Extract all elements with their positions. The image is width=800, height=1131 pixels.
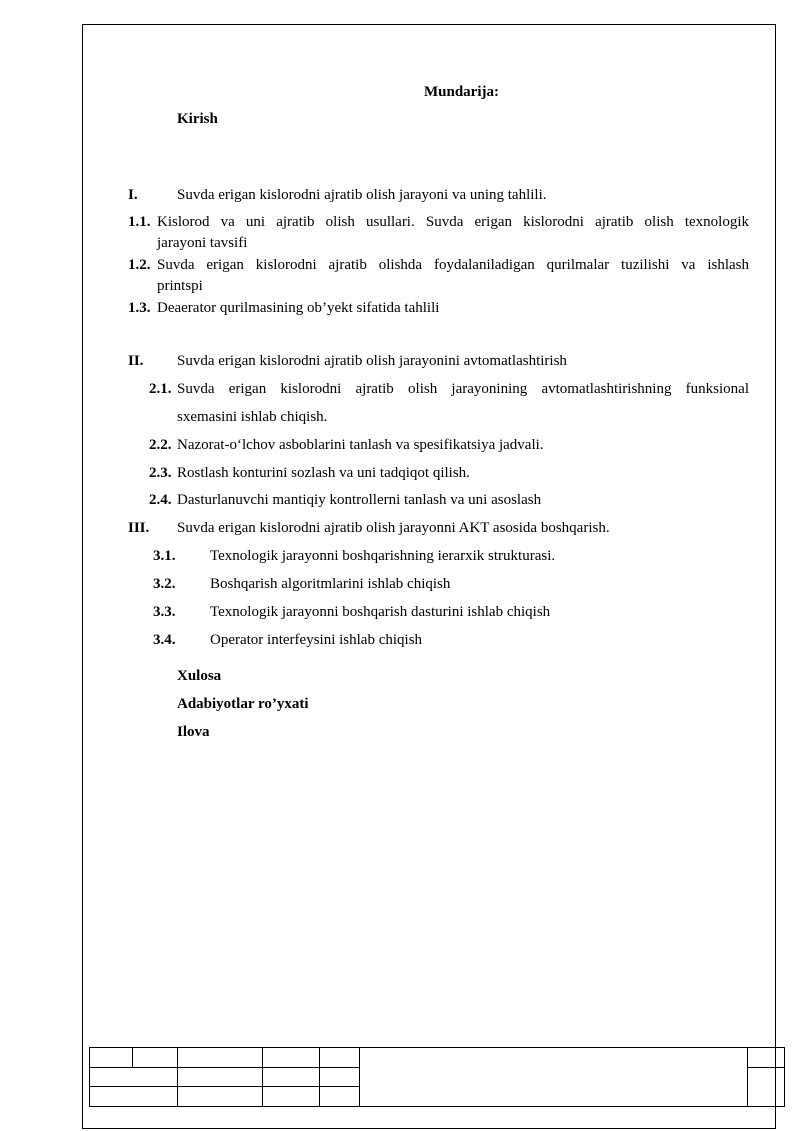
section-2-number: II. (128, 353, 144, 369)
section-1-number: I. (128, 187, 138, 203)
item-2-3-number: 2.3. (149, 465, 172, 481)
item-1-2-text-cont: printspi (157, 278, 203, 294)
item-3-2-text: Boshqarish algoritmlarini ishlab chiqish (210, 576, 451, 592)
item-2-3-text: Rostlash konturini sozlash va uni tadqiqot qilish. (177, 465, 470, 481)
item-3-1-number: 3.1. (153, 548, 176, 564)
item-3-3-number: 3.3. (153, 604, 176, 620)
toc-intro: Kirish (177, 111, 218, 127)
section-3-number: III. (128, 520, 150, 536)
item-3-4-number: 3.4. (153, 632, 176, 648)
item-3-4-text: Operator interfeysini ishlab chiqish (210, 632, 423, 648)
item-3-3-text: Texnologik jarayonni boshqarish dasturini ishlab chiqish (210, 604, 551, 620)
item-1-3-number: 1.3. (128, 300, 151, 316)
toc-references: Adabiyotlar ro’yxati (177, 696, 309, 712)
item-2-4-text: Dasturlanuvchi mantiqiy kontrollerni tanlash va uni asoslash (177, 492, 542, 508)
item-2-1-number: 2.1. (149, 381, 172, 397)
toc-appendix: Ilova (177, 724, 210, 740)
item-1-1-number: 1.1. (128, 214, 151, 230)
item-3-1-text: Texnologik jarayonni boshqarishning ierarxik strukturasi. (210, 548, 556, 564)
item-3-2-number: 3.2. (153, 576, 176, 592)
section-3-title: Suvda erigan kislorodni ajratib olish jarayonni AKT asosida boshqarish. (177, 520, 610, 536)
toc-conclusion: Xulosa (177, 668, 222, 684)
item-1-2-text: Suvda erigan kislorodni ajratib olishda foydalaniladigan qurilmalar tuzilishi va ishlash (157, 257, 749, 273)
item-1-1-text-cont: jarayoni tavsifi (157, 235, 248, 251)
item-1-1-text: Kislorod va uni ajratib olish usullari. Suvda erigan kislorodni ajratib olish texnologik (157, 214, 749, 230)
section-1-title: Suvda erigan kislorodni ajratib olish jarayoni va uning tahlili. (177, 187, 547, 203)
section-2-title: Suvda erigan kislorodni ajratib olish jarayonini avtomatlashtirish (177, 353, 567, 369)
item-1-3-text: Deaerator qurilmasining ob’yekt sifatida tahlili (157, 300, 440, 316)
item-2-4-number: 2.4. (149, 492, 172, 508)
item-2-2-number: 2.2. (149, 437, 172, 453)
title-block-table (89, 1047, 785, 1107)
item-2-1-text-cont: sxemasini ishlab chiqish. (177, 409, 328, 425)
item-1-2-number: 1.2. (128, 257, 151, 273)
toc-title: Mundarija: (424, 84, 499, 100)
item-2-1-text: Suvda erigan kislorodni ajratib olish jarayonining avtomatlashtirishning funksional (177, 381, 749, 397)
item-2-2-text: Nazorat-o‘lchov asboblarini tanlash va spesifikatsiya jadvali. (177, 437, 544, 453)
